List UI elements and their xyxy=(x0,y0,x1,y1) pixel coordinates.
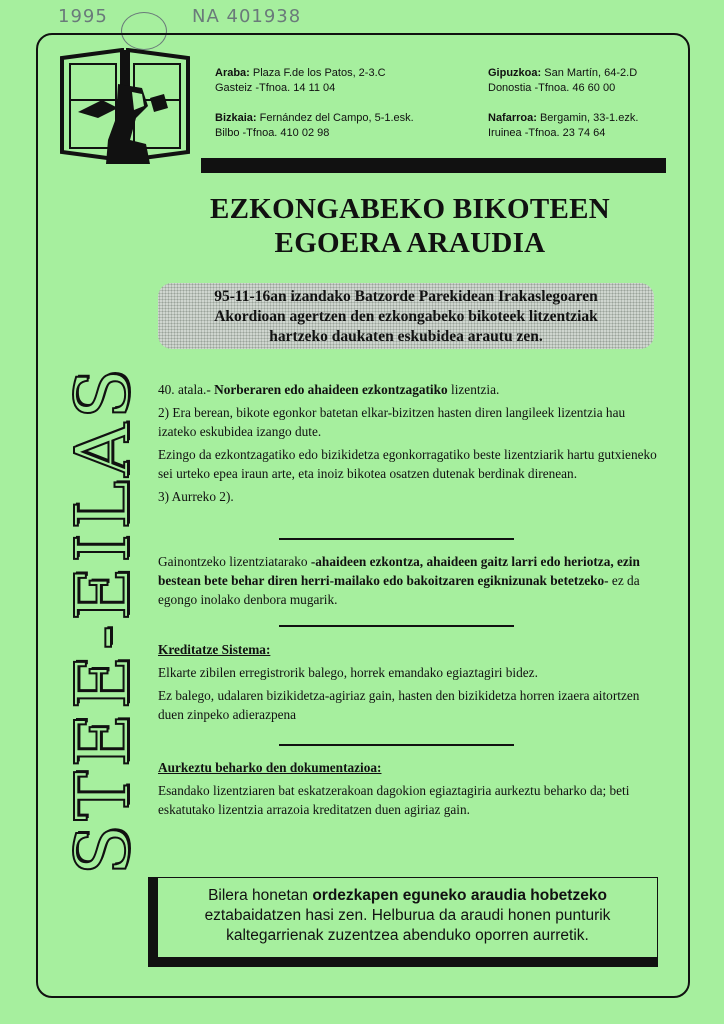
vertical-title-text: STEE-EILAS xyxy=(60,364,146,876)
address-street: San Martín, 64-2.D xyxy=(544,67,638,79)
callout-line-2: Akordioan agertzen den ezkongabeko bikoteek litzentziak xyxy=(214,308,598,325)
address-region: Gipuzkoa: xyxy=(488,67,542,79)
address-phone: Gasteiz -Tfnoa. 14 11 04 xyxy=(215,82,336,94)
address-street: Bergamin, 33-1.ezk. xyxy=(539,112,639,124)
documentation-heading: Aurkeztu beharko den dokumentazioa: xyxy=(158,760,382,775)
page-title xyxy=(160,192,660,260)
address-phone: Bilbo -Tfnoa. 410 02 98 xyxy=(215,127,330,139)
summary-callout xyxy=(158,283,654,349)
union-logo-icon xyxy=(58,48,192,166)
footer-text-bold: ordezkapen eguneko araudia hobetzeko xyxy=(312,887,607,904)
accreditation-paragraph-1: Elkarte zibilen erregistrorik balego, horrek emandako egiaztagiri bidez. xyxy=(158,665,538,680)
address-region: Nafarroa: xyxy=(488,112,537,124)
address-street: Plaza F.de los Patos, 2-3.C xyxy=(252,67,386,79)
address-street: Fernández del Campo, 5-1.esk. xyxy=(259,112,414,124)
article-paragraph-4: 3) Aurreko 2). xyxy=(158,489,234,504)
handwritten-year: 1995 xyxy=(58,6,108,27)
address-phone: Iruinea -Tfnoa. 23 74 64 xyxy=(488,127,606,139)
documentation-paragraph: Esandako lizentziaren bat eskatzerakoan dagokion egiaztagiria aurkeztu beharko da; beti eskatutako lizentzia arrazoia kreditatzen duen agiriaz gain. xyxy=(158,783,630,817)
address-araba xyxy=(215,66,386,96)
address-phone: Donostia -Tfnoa. 46 60 00 xyxy=(488,82,616,94)
callout-line-3: hartzeko daukaten eskubidea arautu zen. xyxy=(269,328,543,345)
address-nafarroa xyxy=(488,111,638,141)
callout-line-1: 95-11-16an izandako Batzorde Parekidean Irakaslegoaren xyxy=(214,288,598,305)
accreditation-heading: Kreditatze Sistema: xyxy=(158,642,271,657)
handwritten-archive-ref: NA 401938 xyxy=(192,6,302,27)
section-documentation xyxy=(158,758,658,823)
address-region: Araba: xyxy=(215,67,250,79)
other-licenses-paragraph: Gainontzeko lizentziatarako -ahaideen ezkontza, ahaideen gaitz larri edo heriotza, ezin bestean bete behar diren herri-mailako edo bakoitzaren egiknizunak betetzeko- ez da egongo inolako denbora mugarik. xyxy=(158,554,640,607)
footer-note-box xyxy=(148,877,658,967)
article-paragraph-3: Ezingo da ezkontzagatiko edo bizikidetza egonkorragatiko beste lizentziarik hartu gutxieneko sei urteko epea iraun arte, eta inoiz bikotea osatzen dutenak berdinak direnean. xyxy=(158,447,657,481)
address-region: Bizkaia: xyxy=(215,112,257,124)
title-line-1: EZKONGABEKO BIKOTEEN xyxy=(209,193,610,225)
address-gipuzkoa xyxy=(488,66,637,96)
article-heading: 40. atala.- Norberaren edo ahaideen ezkontzagatiko lizentzia. xyxy=(158,382,500,397)
section-accreditation xyxy=(158,640,658,728)
section-divider xyxy=(279,744,514,746)
title-line-2: EGOERA ARAUDIA xyxy=(274,227,546,259)
section-divider xyxy=(279,625,514,627)
header-divider-bar xyxy=(201,158,666,173)
address-bizkaia xyxy=(215,111,414,141)
article-paragraph-2: 2) Era berean, bikote egonkor batetan elkar-bizitzen hasten diren langileek lizentzia hau izateko eskubidea izango dute. xyxy=(158,405,626,439)
section-article-40 xyxy=(158,380,658,510)
section-divider xyxy=(279,538,514,540)
accreditation-paragraph-2: Ez balego, udalaren bizikidetza-agiriaz gain, hasten den bizikidetza horren izaera aitortzen duen zinpeko adierazpena xyxy=(158,688,640,722)
footer-text-prefix: Bilera honetan xyxy=(208,887,313,904)
section-other-licenses xyxy=(158,552,658,613)
footer-text-suffix: eztabaidatzen hasi zen. Helburua da araudi honen punturik kaltegarrienak zuzentzea abenduko oporren aurretik. xyxy=(204,907,611,944)
